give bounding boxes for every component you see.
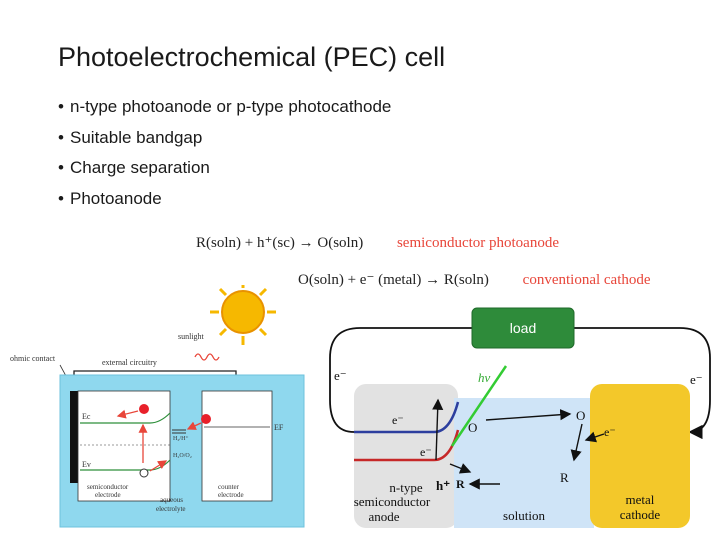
- h2-h-label: H₂/H⁺: [173, 436, 189, 442]
- ohmic-contact-label: ohmic contact: [10, 354, 56, 363]
- electron-label-anode: e⁻: [392, 413, 404, 427]
- anode-label-line1: n-type: [389, 480, 423, 495]
- electron-label-anode-2: e⁻: [420, 445, 432, 459]
- reduced-label-anode: R: [456, 477, 465, 491]
- slide-title: Photoelectrochemical (PEC) cell: [58, 42, 446, 72]
- hole-label: h⁺: [436, 478, 451, 493]
- cathode-reaction: O(soln) + e⁻ (metal) → R(soln): [298, 272, 489, 288]
- cathode-label-line1: metal: [625, 492, 655, 507]
- reduced-label-cathode: R: [560, 470, 569, 485]
- electron-label-cathode: e⁻: [604, 425, 616, 439]
- counter-electrode-label: counter: [218, 483, 239, 491]
- cathode-reaction-label: conventional cathode: [522, 272, 651, 288]
- pec-band-diagram: [324, 300, 720, 540]
- sun-icon: [210, 285, 276, 345]
- aqueous-electrolyte-label-2: electrolyte: [156, 505, 186, 513]
- anode-label-line3: anode: [368, 509, 400, 524]
- oxidized-label: O: [468, 420, 478, 435]
- semiconductor-electrode-label-2: electrode: [95, 491, 121, 499]
- external-circuitry-label: external circuitry: [102, 358, 157, 367]
- cathode-equation: [298, 270, 651, 289]
- hole-dot: [140, 469, 148, 477]
- ec-label: Ec: [82, 412, 91, 421]
- electron-label-right: e⁻: [690, 372, 703, 387]
- pec-cell-schematic: [0, 285, 320, 540]
- semiconductor-electrode-label: semiconductor: [87, 483, 129, 491]
- cathode-label-line2: cathode: [619, 507, 661, 522]
- anode-label-line2: semiconductor: [353, 494, 431, 509]
- anode-reaction: R(soln) + h⁺(sc) → O(soln): [196, 235, 364, 251]
- h2o-o2-label: H₂O/O₂: [173, 453, 192, 459]
- bullet-item: • n-type photoanode or p-type photocathode: [58, 97, 392, 116]
- anode-reaction-label: semiconductor photoanode: [396, 235, 559, 251]
- bullet-item: • Suitable bandgap: [58, 127, 203, 147]
- counter-electrode-label-2: electrode: [218, 491, 244, 499]
- electron-label-left: e⁻: [334, 368, 347, 383]
- ohmic-contact-bar: [70, 391, 78, 483]
- oxidized-label-cathode: O: [576, 408, 586, 423]
- load-label: load: [509, 320, 537, 336]
- bullet-list: [58, 96, 391, 218]
- anode-equation: [196, 233, 559, 252]
- ev-label: Ev: [82, 460, 91, 469]
- hv-label: hν: [478, 370, 491, 385]
- aqueous-electrolyte-label: aqueous: [160, 496, 183, 504]
- ef-label: EF: [274, 423, 284, 432]
- bullet-item: • Charge separation: [58, 158, 210, 177]
- electron-dot: [139, 404, 149, 414]
- bullet-item: • Photoanode: [58, 188, 162, 208]
- sunlight-label: sunlight: [178, 332, 204, 341]
- solution-label: solution: [503, 508, 545, 523]
- light-wave-icon: [195, 354, 219, 360]
- electron-dot-metal: [201, 414, 211, 424]
